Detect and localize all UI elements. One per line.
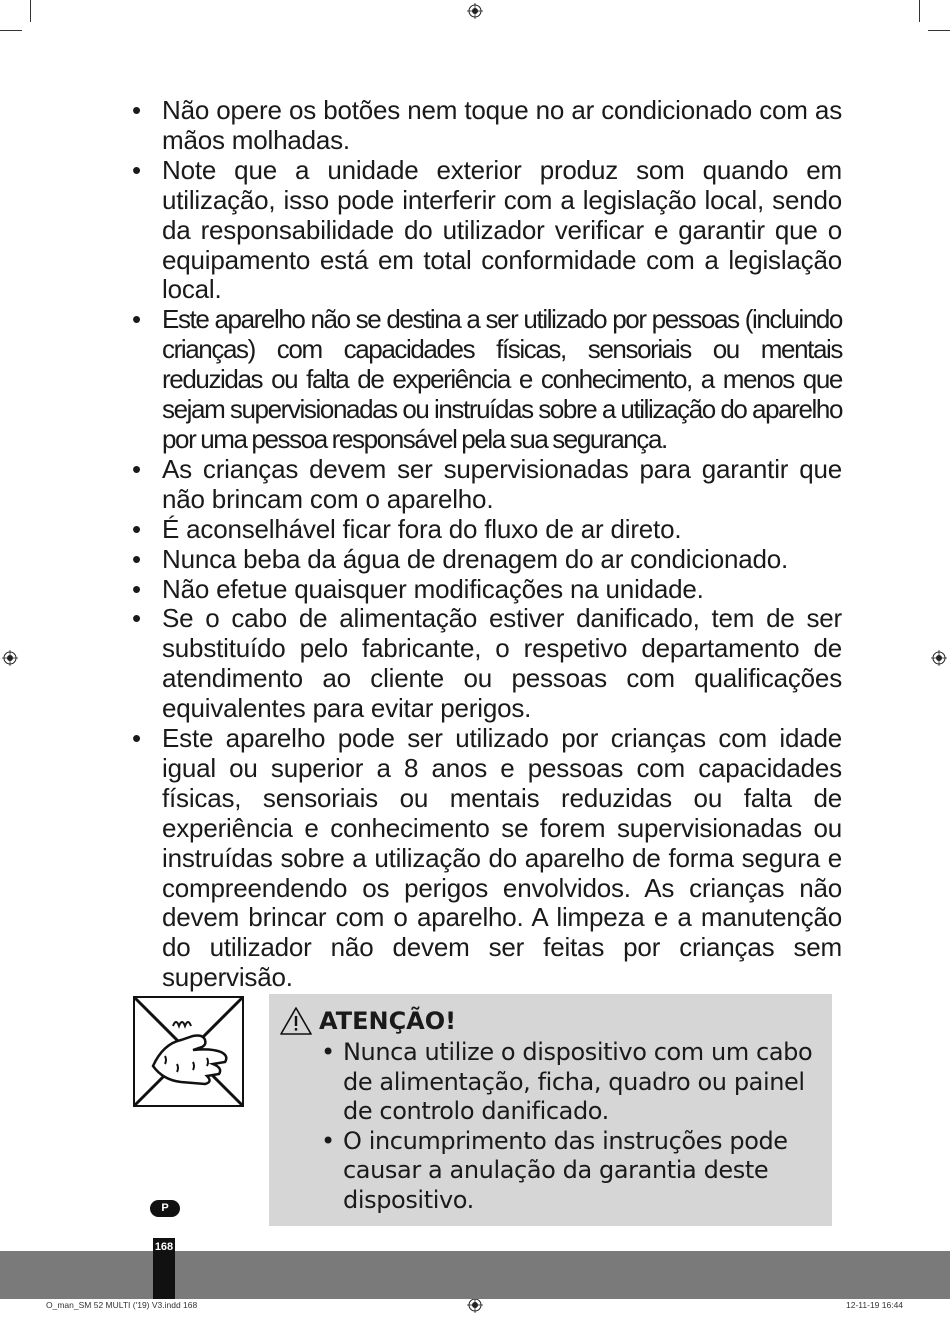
bullet-item: • Note que a unidade exterior produz som quando em utilização, isso pode interferir com a legislação local, sendo da responsabilidade do utilizador verificar e garantir que o equipamento está em total conformidade com a legislação local. — [132, 154, 842, 305]
page-number: 168 — [154, 1241, 174, 1253]
registration-mark-icon — [467, 3, 483, 19]
bullet-item: • As crianças devem ser supervisionadas para garantir que não brincam com o aparelho. — [132, 453, 842, 514]
crop-mark — [919, 0, 920, 22]
warning-item: • O incumprimento das instruções pode causar a anulação da garantia deste dispositivo. — [321, 1126, 788, 1214]
footer-date: 12-11-19 16:44 — [846, 1300, 904, 1310]
safety-bullet-list — [130, 96, 842, 993]
registration-mark-icon — [467, 1297, 483, 1313]
warning-item: • Nunca utilize o dispositivo com um cabo de alimentação, ficha, quadro ou painel de controlo danificado. — [321, 1038, 813, 1125]
warning-triangle-icon — [279, 1006, 313, 1036]
warning-box — [269, 994, 832, 1226]
footer-file-info: O_man_SM 52 MULTI ('19) V3.indd 168 — [46, 1300, 198, 1310]
crop-mark — [0, 30, 22, 31]
page-tab — [153, 1238, 175, 1299]
bullet-item: • Este aparelho não se destina a ser utilizado por pessoas (incluindo crianças) com capacidades físicas, sensoriais ou mentais reduzidas ou falta de experiência e conhecimento, a menos que sejam supervisionadas ou instruídas sobre a utilização do aparelho por uma pessoa responsável pela sua segurança. — [132, 304, 842, 454]
footer-bar — [0, 1251, 950, 1299]
warning-list — [321, 1038, 821, 1215]
registration-mark-icon — [931, 650, 947, 666]
language-badge: P — [150, 1200, 180, 1217]
bullet-item: • Se o cabo de alimentação estiver danificado, tem de ser substituído pelo fabricante, o respetivo departamento de atendimento ao cliente ou pessoas com qualificações equivalentes para evitar perigos. — [132, 603, 842, 724]
bullet-item: • Nunca beba da água de drenagem do ar condicionado. — [132, 543, 789, 574]
no-wet-hands-icon — [133, 996, 244, 1107]
bullet-item: • Não efetue quaisquer modificações na unidade. — [132, 573, 704, 604]
bullet-item: • Não opere os botões nem toque no ar condicionado com as mãos molhadas. — [132, 95, 842, 155]
bullet-item: • Este aparelho pode ser utilizado por crianças com idade igual ou superior a 8 anos e pessoas com capacidades físicas, sensoriais ou mentais reduzidas ou falta de experiência e conhecimento se forem supervisionadas ou instruídas sobre a utilização do aparelho de forma segura e compreendendo os perigos envolvidos. As crianças não devem brincar com o aparelho. A limpeza e a manutenção do utilizador não devem ser feitas por crianças sem supervisão. — [132, 723, 842, 993]
warning-title: ATENÇÃO! — [319, 1007, 457, 1035]
crop-mark — [30, 0, 31, 22]
crop-mark — [928, 30, 950, 31]
warning-header — [279, 1006, 456, 1036]
bullet-item: • É aconselhável ficar fora do fluxo de ar direto. — [132, 513, 682, 544]
registration-mark-icon — [2, 650, 18, 666]
